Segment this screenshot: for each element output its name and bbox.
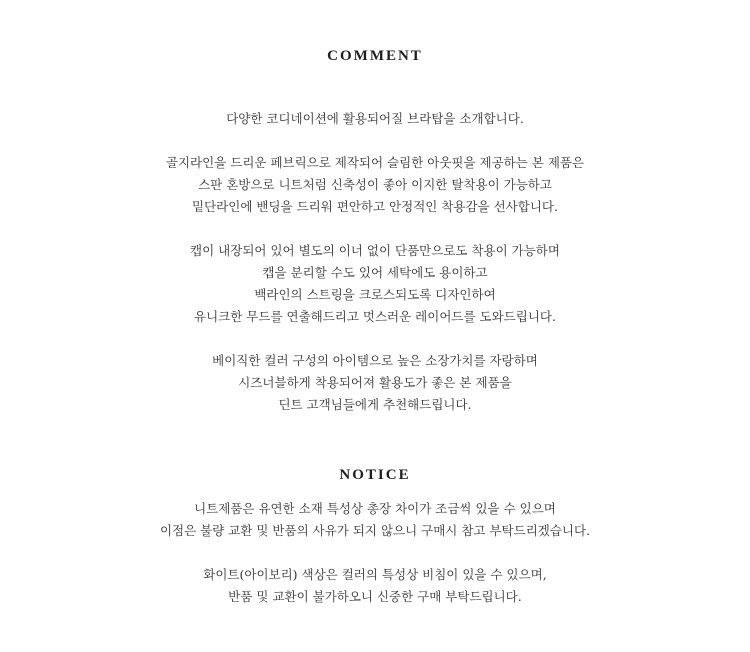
notice-body-line: 니트제품은 유연한 소재 특성상 총장 차이가 조금씩 있을 수 있으며	[194, 501, 556, 516]
comment-body-line: 밑단라인에 밴딩을 드리워 편안하고 안정적인 착용감을 선사합니다.	[192, 199, 558, 214]
notice-heading: NOTICE	[339, 467, 411, 483]
notice-body-line: 화이트(아이보리) 색상은 컬러의 특성상 비침이 있을 수 있으며,	[203, 567, 547, 582]
comment-body-line: 캡이 내장되어 있어 별도의 이너 없이 단품만으로도 착용이 가능하며	[190, 243, 560, 258]
comment-body-line: 시즈너블하게 착용되어져 활용도가 좋은 본 제품을	[238, 375, 512, 390]
comment-body-line: 백라인의 스트링을 크로스되도록 디자인하여	[254, 287, 496, 302]
comment-body-line: 골지라인을 드리운 페브릭으로 제작되어 슬림한 아웃핏을 제공하는 본 제품은	[165, 155, 585, 170]
comment-intro-line: 다양한 코디네이션에 활용되어질 브라탑을 소개합니다.	[226, 111, 524, 126]
comment-body-line: 유니크한 무드를 연출해드리고 멋스러운 레이어드를 도와드립니다.	[194, 309, 556, 324]
comment-body-line: 캡을 분리할 수도 있어 세탁에도 용이하고	[262, 265, 488, 280]
comment-body-line: 베이직한 컬러 구성의 아이템으로 높은 소장가치를 자랑하며	[212, 353, 538, 368]
comment-body-line: 스판 혼방으로 니트처럼 신축성이 좋아 이지한 탈착용이 가능하고	[198, 177, 552, 192]
notice-body-line: 이점은 불량 교환 및 반품의 사유가 되지 않으니 구매시 참고 부탁드리겠습니다.	[159, 523, 591, 538]
comment-body-line: 딘트 고객님들에게 추천해드립니다.	[278, 397, 472, 412]
comment-heading: COMMENT	[327, 48, 423, 64]
notice-body-line: 반품 및 교환이 불가하오니 신중한 구매 부탁드립니다.	[228, 589, 522, 604]
